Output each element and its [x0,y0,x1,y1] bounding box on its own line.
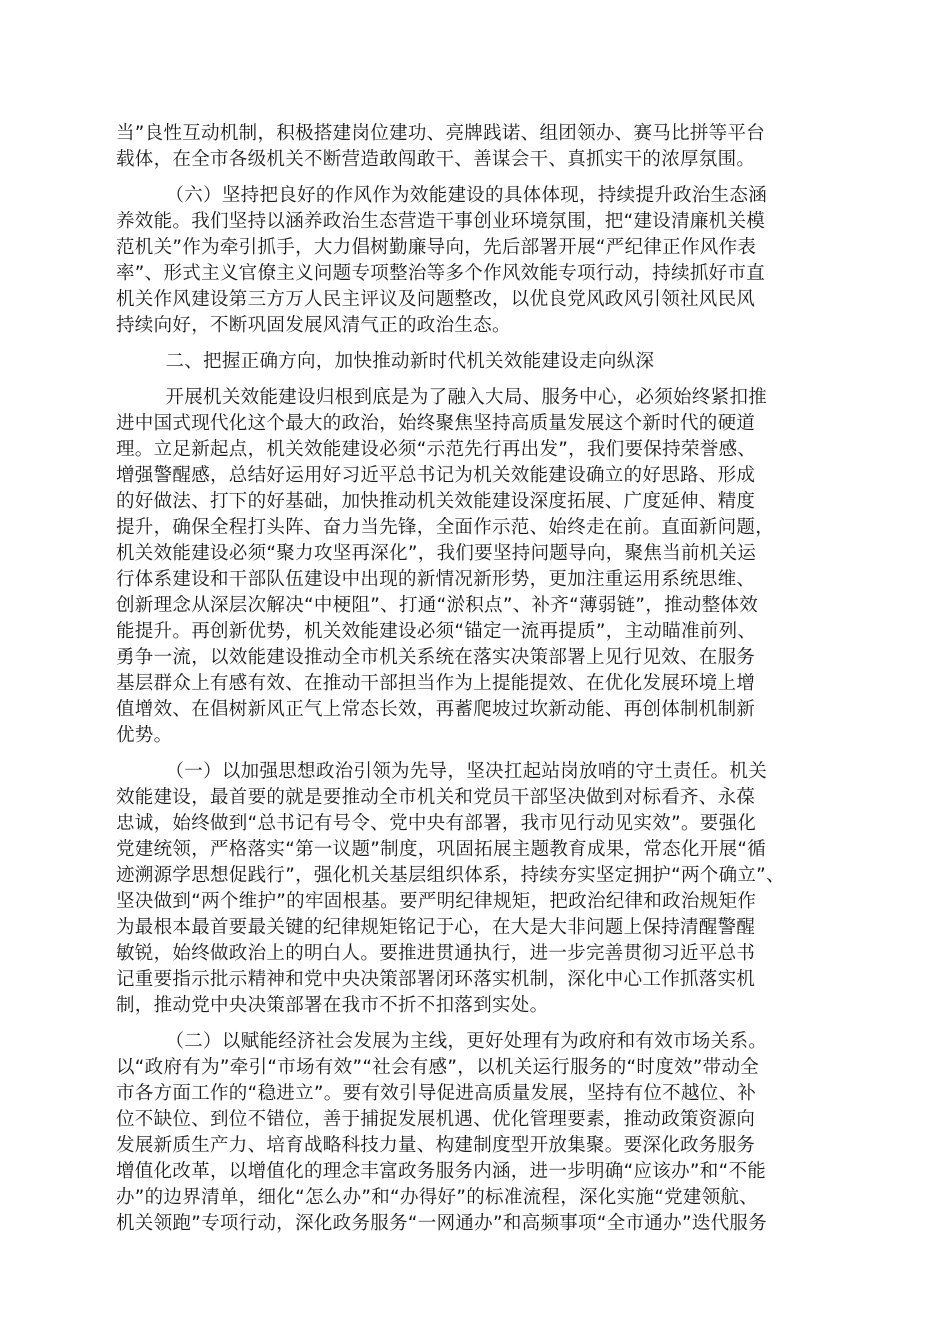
paragraph-develop [116,385,816,749]
text-line: 理。立足新起点，机关效能建设必须“示范先行再出发”，我们要保持荣誉感、 [116,439,757,460]
text-line: 办”的边界清单，细化“怎么办”和“办得好”的标准流程，深化实施“党建领航、 [116,1187,759,1208]
text-line: 创新理念从深层次解决“中梗阻”、打通“淤积点”、补齐“薄弱链”，推动整体效 [116,595,759,616]
text-line: 为最根本最首要最关键的纪律规矩铭记于心，在大是大非问题上保持清醒警醒 [116,917,756,938]
text-line: 的好做法、打下的好基础，加快推动机关效能建设深度拓展、广度延伸、精度 [116,491,756,512]
text-line: 率”、形式主义官僚主义问题专项整治等多个作风效能专项行动，持续抓好市直 [116,263,766,284]
text-line: 当”良性互动机制，积极搭建岗位建功、亮牌践诺、组团领办、赛马比拼等平台 [116,123,766,144]
section-heading-two [116,349,816,375]
text-line: 机关领跑”专项行动，深化政务服务“一网通办”和高频事项“全市通办”迭代服务 [116,1213,768,1234]
text-line: 机关作风建设第三方万人民主评议及问题整改，以优良党风政风引领社风民风 [116,289,756,310]
text-line: 坚决做到“两个维护”的牢固根基。要严明纪律规矩，把政治纪律和政治规矩作 [116,891,757,912]
text-line: 忠诚，始终做到“总书记有号令、党中央有部署，我市见行动见实效”。要强化 [116,813,757,834]
text-line: 持续向好，不断巩固发展风清气正的政治生态。 [116,315,511,336]
text-line: （六）坚持把良好的作风作为效能建设的具体体现，持续提升政治生态涵 [116,185,768,206]
text-line: 制，推动党中央决策部署在我市不折不扣落到实处。 [116,995,549,1016]
text-line: 载体，在全市各级机关不断营造敢闯敢干、善谋会干、真抓实干的浓厚氛围。 [116,149,756,170]
text-line: 开展机关效能建设归根到底是为了融入大局、服务中心，必须始终紧扣推 [116,387,768,408]
text-line: 范机关”作为牵引抓手，大力倡树勤廉导向，先后部署开展“严纪律正作风作表 [116,237,757,258]
paragraph-one [116,759,816,1019]
text-line: 勇争一流，以效能建设推动全市机关系统在落实决策部署上见行见效、在服务 [116,647,756,668]
text-line: 养效能。我们坚持以涵养政治生态营造干事创业环境氛围，把“建设清廉机关模 [116,211,766,232]
text-line: 值增效、在倡树新风正气上常态长效，再蓄爬坡过坎新动能、再创体制机制新 [116,699,756,720]
paragraph-six [116,183,816,339]
text-line: 增值化改革，以增值化的理念丰富政务服务内涵，进一步明确“应该办”和“不能 [116,1161,767,1182]
text-line: 以“政府有为”牵引“市场有效”“社会有感”，以机关运行服务的“时度效”带动全 [116,1057,760,1078]
text-line: 能提升。再创新优势，机关效能建设必须“锚定一流再提质”，主动瞄准前列、 [116,621,757,642]
text-line: 位不缺位、到位不错位，善于捕捉发展机遇、优化管理要素，推动政策资源向 [116,1109,756,1130]
text-line: 记重要指示批示精神和党中央决策部署闭环落实机制，深化中心工作抓落实机 [116,969,756,990]
text-line: 发展新质生产力、培育战略科技力量、构建制度型开放集聚。要深化政务服务 [116,1135,756,1156]
paragraph-two [116,1029,816,1237]
text-line: （二）以赋能经济社会发展为主线，更好处理有为政府和有效市场关系。 [116,1031,768,1052]
text-line: 效能建设，最首要的就是要推动全市机关和党员干部坚决做到对标看齐、永葆 [116,787,756,808]
text-line: 机关效能建设必须“聚力攻坚再深化”，我们要坚持问题导向，聚焦当前机关运 [116,543,757,564]
text-line: 市各方面工作的“稳进立”。要有效引导促进高质量发展，坚持有位不越位、补 [116,1083,757,1104]
text-line: 优势。 [116,725,173,746]
text-line: 迹溯源学思想促践行”，强化机关基层组织体系，持续夯实坚定拥护“两个确立”、 [116,865,785,886]
text-line: 敏锐，始终做政治上的明白人。要推进贯通执行，进一步完善贯彻习近平总书 [116,943,756,964]
text-line: 提升，确保全程打头阵、奋力当先锋，全面作示范、始终走在前。直面新问题， [116,517,775,538]
text-line: 进中国式现代化这个最大的政治，始终聚焦坚持高质量发展这个新时代的硬道 [116,413,756,434]
text-line: 基层群众上有感有效、在推动干部担当作为上提能提效、在优化发展环境上增 [116,673,756,694]
document-page [116,121,816,1237]
text-line: 党建统领，严格落实“第一议题”制度，巩固拓展主题教育成果，常态化开展“循 [116,839,767,860]
heading-line: 二、把握正确方向，加快推动新时代机关效能建设走向纵深 [116,351,655,372]
paragraph-intro-tail [116,121,816,173]
text-line: （一）以加强思想政治引领为先导，坚决扛起站岗放哨的守土责任。机关 [116,761,768,782]
text-line: 增强警醒感，总结好运用好习近平总书记为机关效能建设确立的好思路、形成 [116,465,756,486]
text-line: 行体系建设和干部队伍建设中出现的新情况新形势，更加注重运用系统思维、 [116,569,756,590]
